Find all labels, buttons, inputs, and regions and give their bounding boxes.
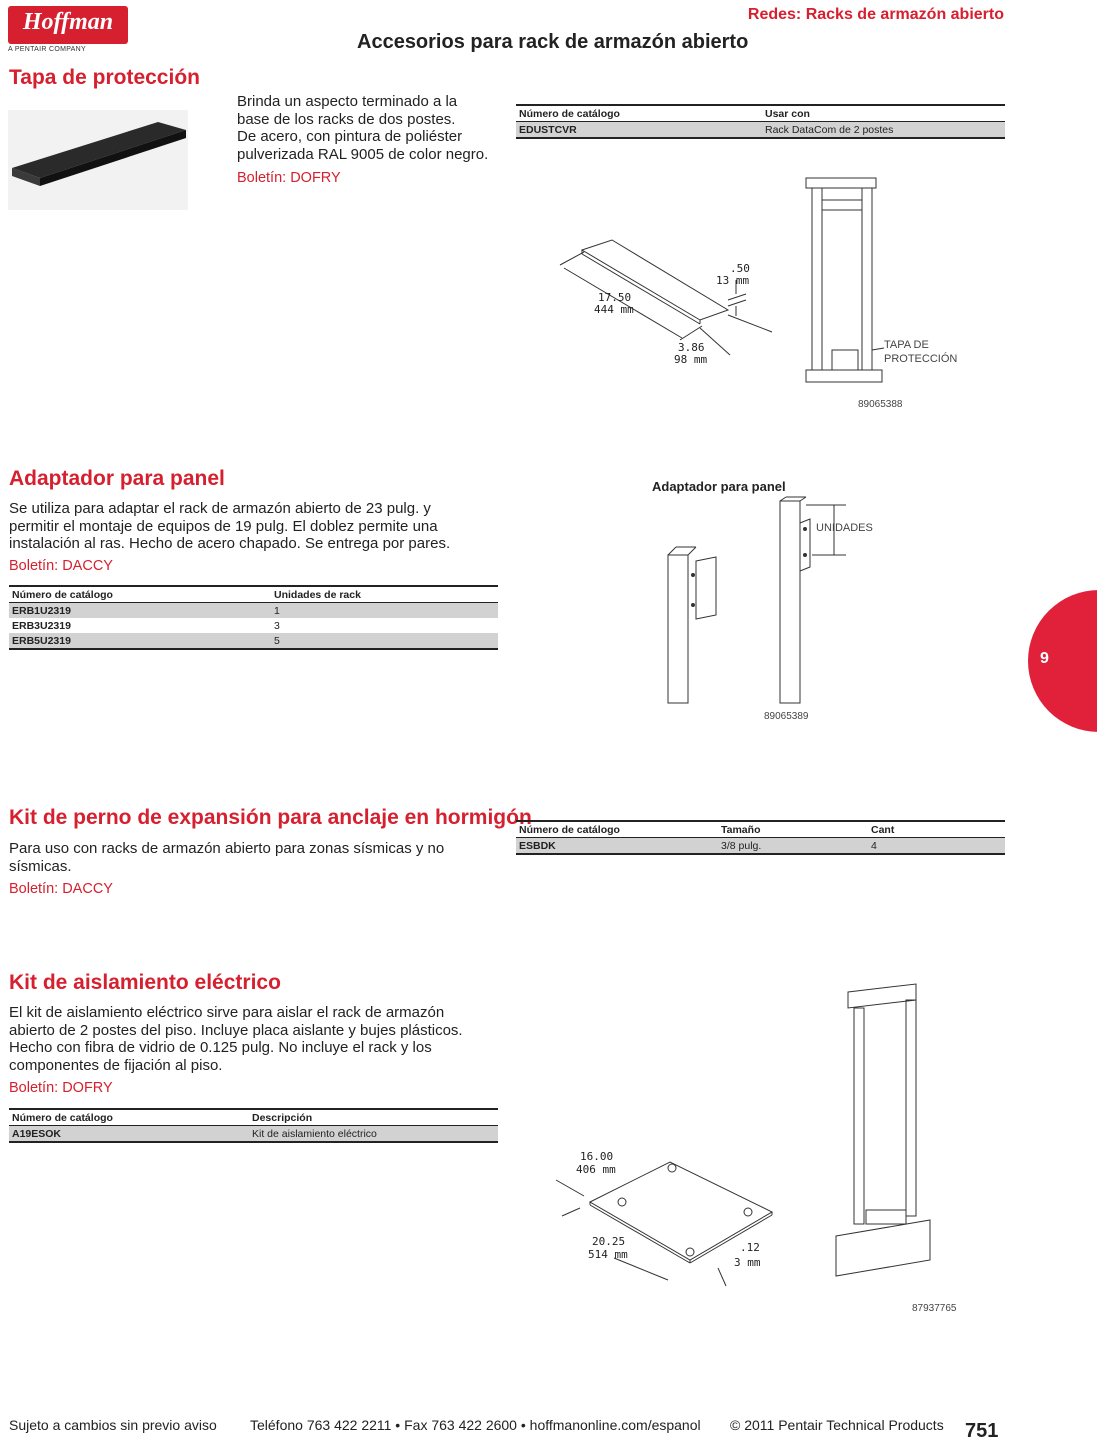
table-header: Descripción	[249, 1109, 498, 1126]
catalog-number: ERB5U2319	[9, 633, 271, 649]
catalog-table-aislamiento	[9, 1108, 498, 1143]
bulletin-link-adaptador[interactable]: Boletín: DACCY	[9, 558, 113, 574]
callout-label: PROTECCIÓN	[884, 353, 958, 365]
catalog-number: ERB1U2319	[9, 603, 271, 619]
table-header: Usar con	[762, 105, 1005, 122]
catalog-number: ERB3U2319	[12, 619, 71, 632]
dim-label: .50	[730, 262, 750, 275]
desc-line: Se utiliza para adaptar el rack de armazón abierto de 23 pulg. y	[9, 500, 431, 517]
table-header: Número de catálogo	[9, 586, 271, 603]
table-row	[516, 122, 1005, 139]
table-row	[516, 838, 1005, 855]
catalog-number: EDUSTCVR	[516, 122, 762, 139]
table-row	[9, 1126, 498, 1143]
footer-notice: Sujeto a cambios sin previo aviso	[9, 1417, 217, 1433]
desc-line: base de los racks de dos postes.	[237, 110, 456, 128]
page-number: 751	[965, 1420, 999, 1442]
table-row	[9, 618, 498, 633]
section-title-tapa: Tapa de protección	[9, 66, 200, 89]
dim-label: 20.25	[592, 1235, 626, 1248]
table-header: Tamaño	[718, 821, 868, 838]
callout-label: UNIDADES	[816, 522, 873, 534]
desc-line: Hecho con fibra de vidrio de 0.125 pulg. No incluye el rack y los	[9, 1039, 432, 1056]
chapter-tab	[1028, 590, 1097, 732]
table-cell: 4	[868, 838, 1005, 855]
catalog-table-tapa	[516, 104, 1005, 139]
drawing-code: 87937765	[912, 1303, 957, 1314]
section-desc-tapa	[237, 93, 488, 163]
catalog-table-adaptador	[9, 585, 498, 650]
table-header: Número de catálogo	[9, 1109, 249, 1126]
callout-label: TAPA DE	[884, 339, 929, 351]
page-title: Accesorios para rack de armazón abierto	[357, 31, 749, 53]
desc-line: Brinda un aspecto terminado a la	[237, 93, 458, 110]
adapter-drawing	[660, 495, 880, 725]
table-cell: 5	[271, 633, 498, 649]
desc-line: pulverizada RAL 9005 de color negro.	[237, 145, 489, 163]
dim-label: 17.50	[598, 291, 632, 304]
bulletin-link-aislamiento[interactable]: Boletín: DOFRY	[9, 1080, 113, 1096]
logo-text: Hoffman	[22, 9, 114, 35]
drawing-code: 89065388	[858, 399, 903, 410]
dim-label: 444 mm	[594, 303, 634, 316]
desc-line: componentes de fijación al piso.	[9, 1056, 223, 1074]
drawing-caption: Adaptador para panel	[652, 479, 786, 494]
table-cell: Kit de aislamiento eléctrico	[249, 1126, 498, 1143]
table-row	[9, 633, 498, 649]
dim-label: 3.86	[678, 341, 705, 354]
section-title-aislamiento: Kit de aislamiento eléctrico	[9, 971, 281, 994]
table-header: Número de catálogo	[516, 821, 718, 838]
category-header: Redes: Racks de armazón abierto	[747, 6, 1004, 23]
catalog-number: A19ESOK	[9, 1126, 249, 1143]
desc-line: sísmicas.	[9, 857, 72, 875]
dim-label: 98 mm	[674, 353, 708, 366]
footer-contact: Teléfono 763 422 2211 • Fax 763 422 2600 • hoffmanonline.com/espanol	[250, 1417, 701, 1433]
section-title-perno: Kit de perno de expansión para anclaje en hormigón	[9, 806, 532, 829]
desc-line: Para uso con racks de armazón abierto para zonas sísmicas y no	[9, 840, 445, 857]
footer-copyright: © 2011 Pentair Technical Products	[730, 1417, 944, 1433]
desc-line: instalación al ras. Hecho de acero chapado. Se entrega por pares.	[9, 535, 451, 552]
table-row	[9, 603, 498, 619]
table-header: Número de catálogo	[516, 105, 762, 122]
dim-label: .12	[740, 1241, 760, 1254]
table-header: Unidades de rack	[271, 586, 498, 603]
table-cell: 3	[274, 619, 280, 632]
drawing-code: 89065389	[764, 711, 809, 722]
desc-line: De acero, con pintura de poliéster	[237, 128, 463, 145]
bulletin-link-tapa[interactable]: Boletín: DOFRY	[237, 170, 341, 186]
chapter-number: 9	[1040, 650, 1049, 667]
dim-label: 16.00	[580, 1150, 614, 1163]
logo-subtitle: A PENTAIR COMPANY	[8, 46, 86, 53]
dim-label: 3 mm	[734, 1256, 761, 1269]
bulletin-link-perno[interactable]: Boletín: DACCY	[9, 881, 113, 897]
isolation-kit-drawing	[550, 980, 980, 1320]
section-title-adaptador: Adaptador para panel	[9, 467, 225, 490]
table-cell: 3/8 pulg.	[718, 838, 868, 855]
section-desc-perno	[9, 840, 444, 875]
dim-label: 13 mm	[716, 274, 750, 287]
dim-label: 406 mm	[576, 1163, 616, 1176]
section-desc-adaptador	[9, 500, 450, 553]
table-cell: Rack DataCom de 2 postes	[762, 122, 1005, 139]
dim-label: 514 mm	[588, 1248, 628, 1261]
table-header: Cant	[868, 821, 1005, 838]
section-desc-aislamiento	[9, 1004, 463, 1074]
cover-photo	[8, 110, 188, 210]
catalog-number: ESBDK	[516, 838, 718, 855]
desc-line: El kit de aislamiento eléctrico sirve para aislar el rack de armazón	[9, 1004, 445, 1021]
table-cell: 1	[271, 603, 498, 619]
desc-line: permitir el montaje de equipos de 19 pulg. El doblez permite una	[9, 517, 438, 535]
catalog-table-perno	[516, 820, 1005, 855]
cover-drawing	[550, 170, 970, 415]
desc-line: abierto de 2 postes del piso. Incluye placa aislante y bujes plásticos.	[9, 1021, 463, 1039]
